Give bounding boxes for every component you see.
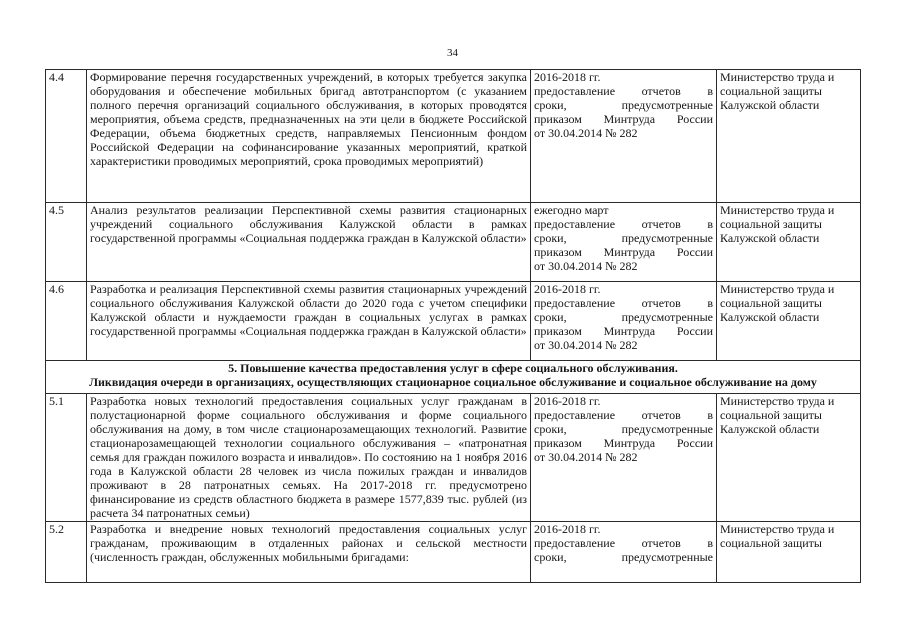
deadline-cell (531, 282, 717, 361)
term-line: от 30.04.2014 № 282 (534, 338, 638, 352)
section-title: 5. Повышение качества предоставления услуг в сфере социального обслуживания. (228, 361, 678, 375)
term-period: 2016-2018 гг. (534, 282, 601, 296)
table-row (46, 70, 861, 203)
term-period: 2016-2018 гг. (534, 522, 601, 536)
responsible-executor: Министерство труда и социальной защиты Калужской области (717, 282, 861, 361)
action-plan-table (45, 69, 861, 583)
term-line: приказом Минтруда России (534, 112, 713, 126)
row-number: 4.5 (46, 203, 87, 282)
term-line: сроки, предусмотренные (534, 550, 713, 564)
term-period: ежегодно март (534, 203, 609, 217)
table-row (46, 522, 861, 583)
term-line: предоставление отчетов в (534, 217, 713, 231)
deadline-cell (531, 203, 717, 282)
section-subtitle: Ликвидация очереди в организациях, осуществляющих стационарное социальное обслуживание и социальное обслуживание на дому (89, 375, 817, 389)
term-line: приказом Минтруда России (534, 324, 713, 338)
section-heading-row (46, 361, 861, 394)
term-period: 2016-2018 гг. (534, 70, 601, 84)
responsible-executor: Министерство труда и социальной защиты Калужской области (717, 203, 861, 282)
term-line: от 30.04.2014 № 282 (534, 126, 638, 140)
measure-description: Анализ результатов реализации Перспективной схемы развития стационарных учреждений социального обслуживания Калужской области в рамках государственной программы «Социальная поддержка граждан в Калужской области» (87, 203, 531, 282)
responsible-executor: Министерство труда и социальной защиты Калужской области (717, 70, 861, 203)
responsible-executor: Министерство труда и социальной защиты (717, 522, 861, 583)
table-row (46, 282, 861, 361)
deadline-cell (531, 522, 717, 583)
measure-description: Разработка и внедрение новых технологий предоставления социальных услуг гражданам, проживающим в отдаленных районах и сельской местности (численность граждан, обслуженных мобильными бригадами: (87, 522, 531, 583)
term-line: сроки, предусмотренные (534, 231, 713, 245)
measure-description: Разработка и реализация Перспективной схемы развития стационарных учреждений социального обслуживания Калужской области до 2020 года с учетом специфики Калужской области и нуждаемости граждан в социальных услугах в рамках государственной программы «Социальная поддержка граждан в Калужской области» (87, 282, 531, 361)
term-line: сроки, предусмотренные (534, 310, 713, 324)
row-number: 4.6 (46, 282, 87, 361)
term-line: от 30.04.2014 № 282 (534, 259, 638, 273)
row-number: 5.2 (46, 522, 87, 583)
measure-description: Разработка новых технологий предоставления социальных услуг гражданам в полустационарной форме социального обслуживания и форме социального обслуживания на дому, в том числе стационарозамещающих технологий. Развитие стационарозамещающей технологии социального обслуживания – «патронатная семья для граждан пожилого возраста и инвалидов». По состоянию на 1 ноября 2016 года в Калужской области 28 человек из числа пожилых граждан и инвалидов проживают в 28 патронатных семьях. На 2017-2018 гг. предусмотрено финансирование из средств областного бюджета в размере 1577,839 тыс. рублей (из расчета 34 патронатных семьи) (87, 394, 531, 522)
table-row (46, 394, 861, 522)
row-number: 5.1 (46, 394, 87, 522)
row-number: 4.4 (46, 70, 87, 203)
responsible-executor: Министерство труда и социальной защиты Калужской области (717, 394, 861, 522)
term-line: сроки, предусмотренные (534, 422, 713, 436)
term-line: приказом Минтруда России (534, 245, 713, 259)
deadline-cell (531, 70, 717, 203)
deadline-cell (531, 394, 717, 522)
term-line: сроки, предусмотренные (534, 98, 713, 112)
term-line: предоставление отчетов в (534, 296, 713, 310)
table-row (46, 203, 861, 282)
term-line: предоставление отчетов в (534, 408, 713, 422)
term-line: приказом Минтруда России (534, 436, 713, 450)
term-period: 2016-2018 гг. (534, 394, 601, 408)
term-line: предоставление отчетов в (534, 84, 713, 98)
section-heading (46, 361, 861, 394)
term-line: предоставление отчетов в (534, 536, 713, 550)
measure-description: Формирование перечня государственных учреждений, в которых требуется закупка оборудования и обеспечение мобильных бригад автотранспортом (с указанием полного перечня организаций социального обслуживания, в которых проводятся мероприятия, объема средств, предназначенных на эти цели в бюджете Российской Федерации, объема бюджетных средств, направляемых Пенсионным фондом Российской Федерации на софинансирование указанных мероприятий, краткой характеристики проводимых мероприятий, срока проводимых мероприятий) (87, 70, 531, 203)
term-line: от 30.04.2014 № 282 (534, 450, 638, 464)
page-number: 34 (447, 47, 458, 59)
